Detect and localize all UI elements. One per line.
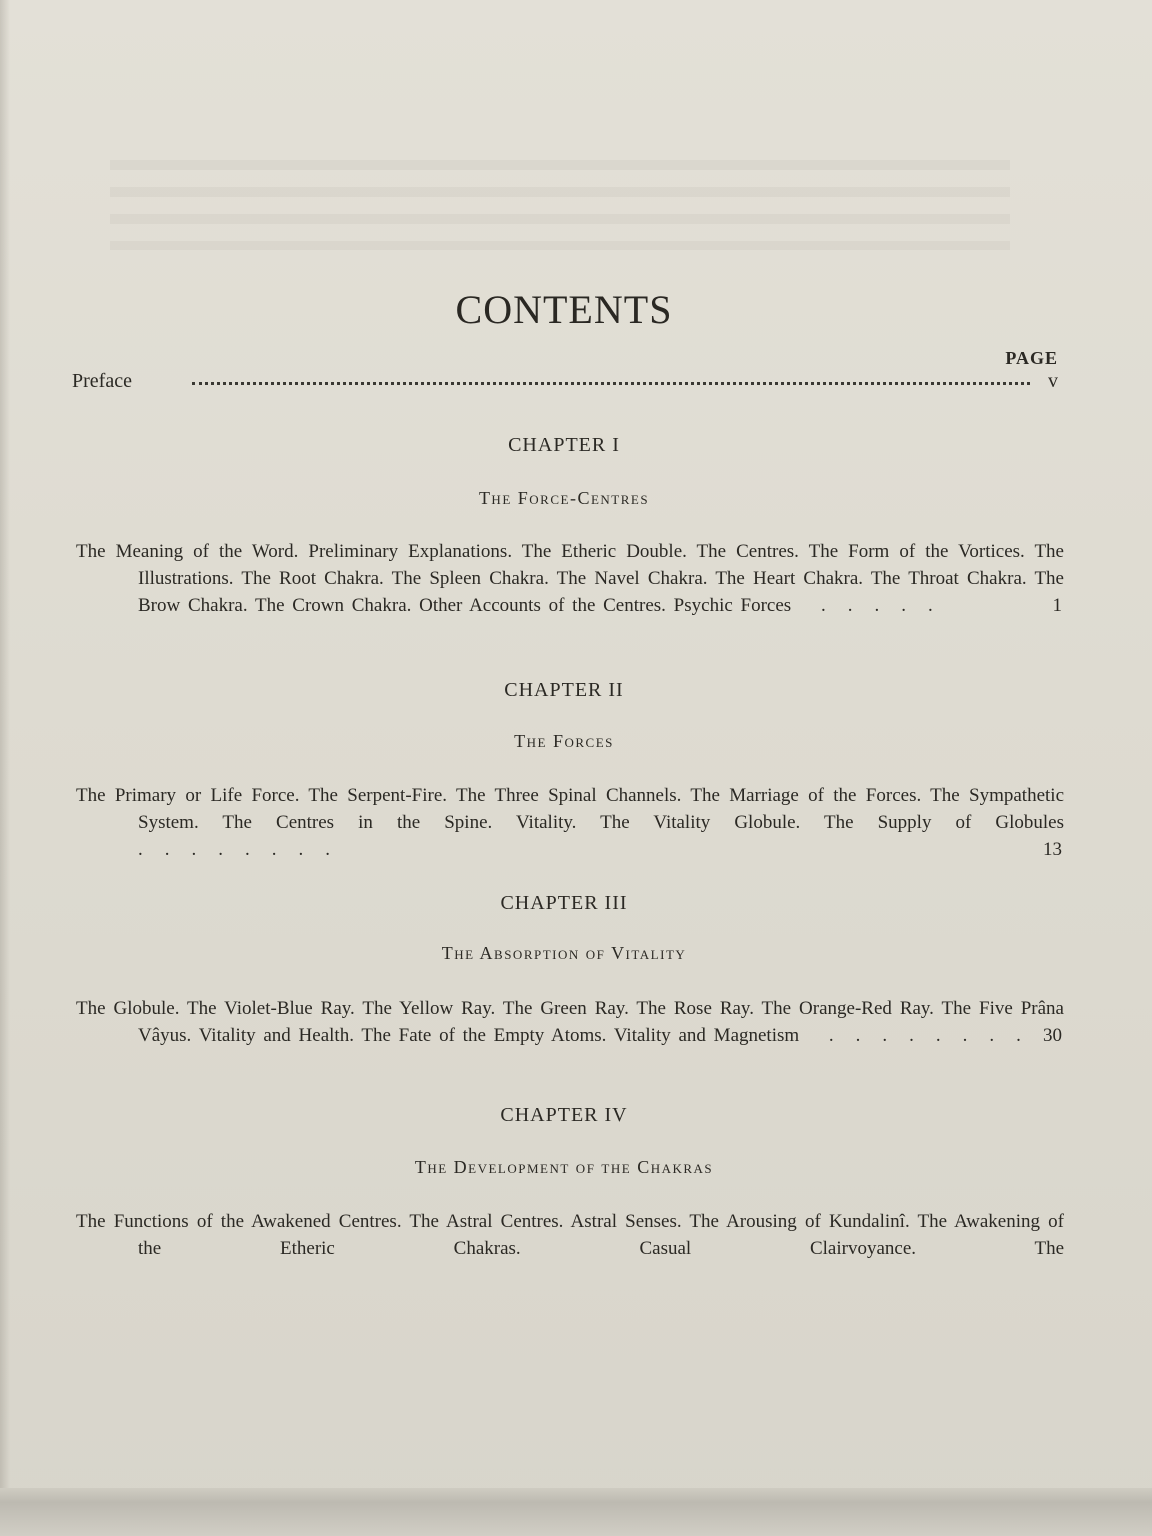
chapter-1-page: 1 — [1052, 595, 1062, 616]
show-through-ghost — [110, 160, 1010, 250]
chapter-2-page: 13 — [1043, 839, 1062, 860]
chapter-2-summary: The Primary or Life Force. The Serpent-Fire. The Three Spinal Channels. The Marriage of the Forces. The Sympathetic System. The Centres in the Spine. Vitality. The Vitality Globule. The Supply of Globules — [76, 785, 1064, 833]
chapter-1-entry[interactable] — [76, 538, 1062, 619]
chapter-1-heading: CHAPTER I — [508, 434, 620, 456]
chapter-3-heading: CHAPTER III — [500, 892, 628, 914]
preface-label: Preface — [72, 370, 132, 392]
contents-title: CONTENTS — [455, 287, 673, 332]
chapter-4-heading: CHAPTER IV — [500, 1104, 628, 1126]
chapter-4-entry[interactable] — [76, 1208, 1062, 1262]
chapter-3-title: The Absorption of Vitality — [441, 943, 687, 963]
chapter-2-heading: CHAPTER II — [504, 679, 624, 701]
page-gutter-shadow — [0, 0, 10, 1536]
preface-page: v — [1048, 370, 1058, 392]
chapter-3-page: 30 — [1043, 1025, 1062, 1046]
chapter-3-summary: The Globule. The Violet-Blue Ray. The Yellow Ray. The Green Ray. The Rose Ray. The Orange-Red Ray. The Five Prâna Vâyus. Vitality and Health. The Fate of the Empty Atoms. Vitality and Magnetism — [76, 998, 1064, 1046]
chapter-2-entry[interactable] — [76, 782, 1062, 863]
dot-leader: ........ — [138, 839, 352, 860]
chapter-1-summary: The Meaning of the Word. Preliminary Explanations. The Etheric Double. The Centres. The Form of the Vortices. The Illustrations. The Root Chakra. The Spleen Chakra. The Navel Chakra. The Heart Chakra. The Throat Chakra. The Brow Chakra. The Crown Chakra. Other Accounts of the Centres. Psychic Forces — [76, 541, 1064, 616]
chapter-3-entry[interactable] — [76, 995, 1062, 1049]
chapter-4-title: The Development of the Chakras — [414, 1157, 714, 1177]
chapter-1-title: The Force-Centres — [478, 488, 650, 508]
chapter-4-summary: The Functions of the Awakened Centres. The Astral Centres. Astral Senses. The Arousing of Kundalinî. The Awakening of the Etheric Chakras. Casual Clairvoyance. The — [76, 1211, 1064, 1259]
dot-leader — [192, 370, 1030, 385]
preface-entry[interactable] — [72, 370, 1058, 393]
dot-leader: ..... — [791, 595, 955, 616]
page-bottom-edge — [0, 1488, 1152, 1536]
dot-leader: ........ — [799, 1025, 1043, 1046]
chapter-2-title: The Forces — [514, 731, 614, 751]
page-column-label: PAGE — [1005, 348, 1058, 368]
